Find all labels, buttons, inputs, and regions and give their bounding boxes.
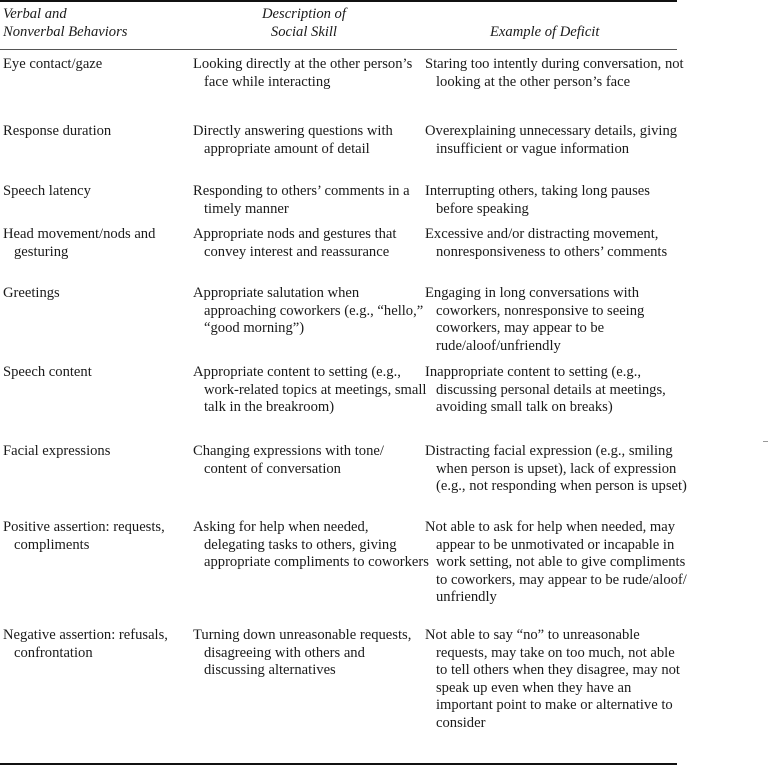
deficit-cell: Overexplaining unnecessary details, giving insufficient or vague information bbox=[425, 123, 678, 157]
skill-cell: Appropriate salutation when approaching coworkers (e.g., “hello,” “good morning”) bbox=[193, 285, 424, 337]
top-rule bbox=[0, 0, 677, 2]
behavior-cell: Facial expressions bbox=[3, 443, 111, 459]
skill-cell: Turning down unreasonable requests, disagreeing with others and discussing alternatives bbox=[193, 627, 412, 679]
deficit-cell: Engaging in long conversations with coworkers, nonresponsive to seeing coworkers, may appear to be rude/aloof/unfriendly bbox=[425, 285, 645, 354]
header-behaviors bbox=[3, 6, 127, 41]
behavior-cell: Response duration bbox=[3, 123, 112, 139]
behavior-cell: Positive assertion: requests, compliments bbox=[3, 519, 165, 553]
header-social-skill bbox=[262, 6, 346, 41]
skill-cell: Directly answering questions with appropriate amount of detail bbox=[193, 123, 393, 157]
deficit-cell: Staring too intently during conversation, not looking at the other person’s face bbox=[425, 56, 684, 90]
deficit-cell: Inappropriate content to setting (e.g., discussing personal details at meetings, avoiding small talk on breaks) bbox=[425, 364, 666, 416]
header-behaviors-line2: Nonverbal Behaviors bbox=[3, 23, 128, 40]
behavior-cell: Negative assertion: refusals, confrontation bbox=[3, 627, 168, 661]
behavior-cell: Eye contact/gaze bbox=[3, 56, 103, 72]
deficit-cell: Not able to say “no” to unreasonable requests, may take on too much, not able to tell others when they disagree, may not speak up even when they have an important point to make or alternative to consider bbox=[425, 627, 680, 731]
behavior-cell: Greetings bbox=[3, 285, 60, 301]
header-rule bbox=[0, 49, 677, 50]
deficit-cell: Excessive and/or distracting movement, nonresponsiveness to others’ comments bbox=[425, 226, 668, 260]
deficit-cell: Interrupting others, taking long pauses before speaking bbox=[425, 183, 650, 217]
skill-cell: Appropriate nods and gestures that convey interest and reassurance bbox=[193, 226, 397, 260]
header-behaviors-line1: Verbal and bbox=[3, 6, 67, 22]
skill-cell: Asking for help when needed, delegating tasks to others, giving appropriate compliments to coworkers bbox=[193, 519, 429, 571]
deficit-cell: Distracting facial expression (e.g., smiling when person is upset), lack of expression (e.g., not responding when person is upset) bbox=[425, 443, 687, 495]
skill-cell: Appropriate content to setting (e.g., work-related topics at meetings, small talk in the breakroom) bbox=[193, 364, 427, 416]
header-deficit: Example of Deficit bbox=[490, 24, 600, 40]
behavior-cell: Speech latency bbox=[3, 183, 91, 199]
behavior-cell: Head movement/nods and gesturing bbox=[3, 226, 156, 260]
deficit-cell: Not able to ask for help when needed, may appear to be unmotivated or incapable in work setting, not able to give compliments to coworkers, may appear to be rude/aloof/ unfriendly bbox=[425, 519, 687, 606]
header-skill-line2: Social Skill bbox=[270, 23, 337, 40]
header-skill-line1: Description of bbox=[262, 6, 346, 22]
bottom-rule bbox=[0, 763, 677, 765]
skill-cell: Changing expressions with tone/ content of conversation bbox=[193, 443, 384, 477]
behavior-cell: Speech content bbox=[3, 364, 92, 380]
skill-cell: Looking directly at the other person’s face while interacting bbox=[193, 56, 413, 90]
skill-cell: Responding to others’ comments in a timely manner bbox=[193, 183, 410, 217]
margin-mark bbox=[763, 441, 768, 442]
